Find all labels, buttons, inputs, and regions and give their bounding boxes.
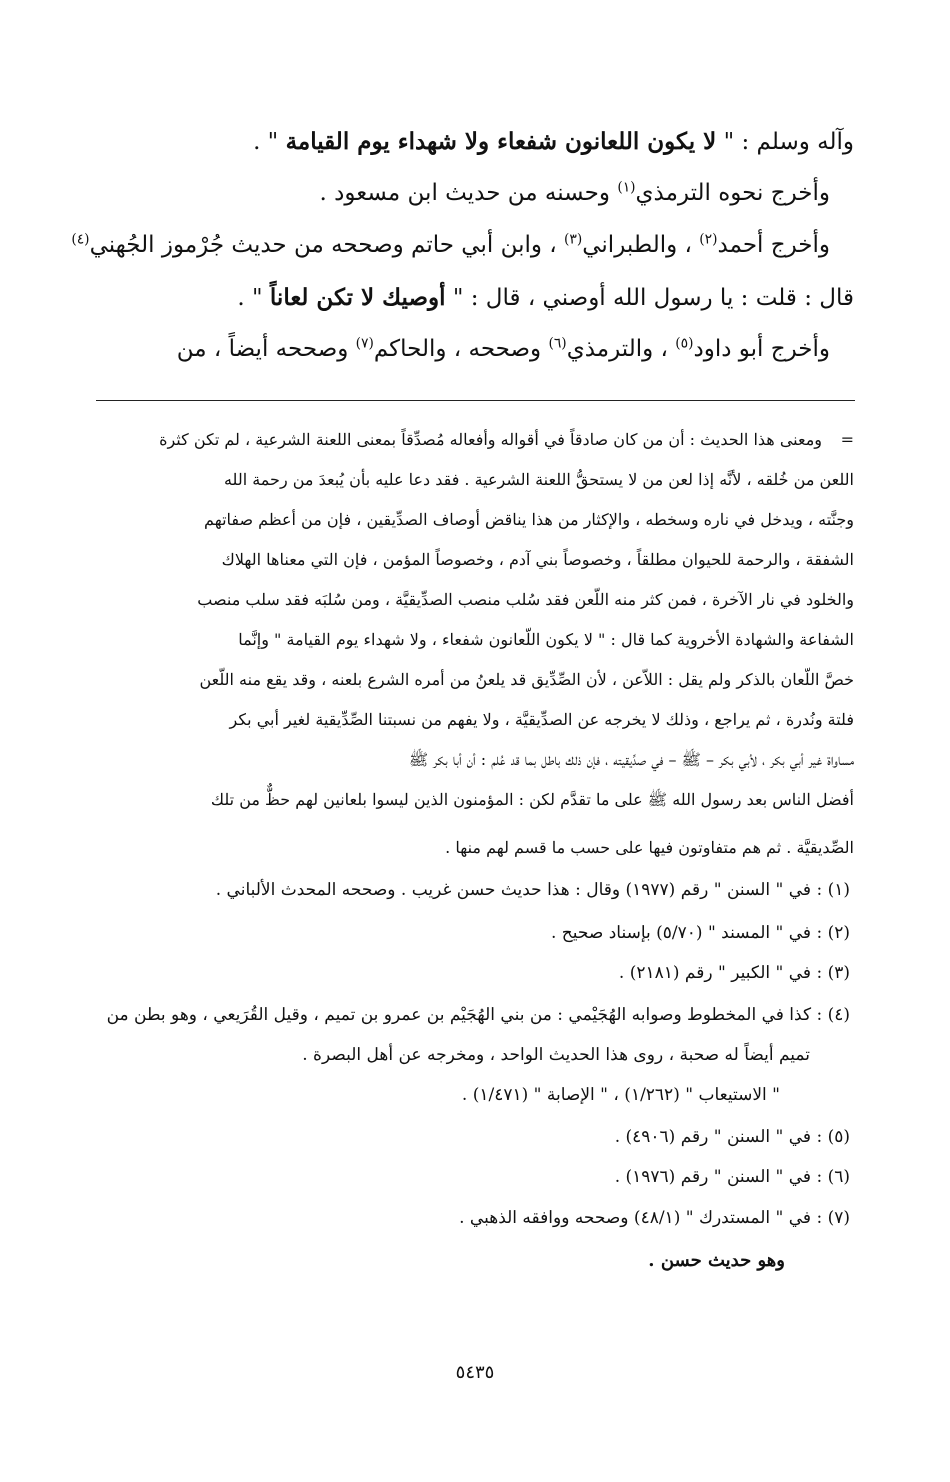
footnote-6: (٦) : في " السنن " رقم (١٩٧٦) .: [614, 1167, 850, 1187]
main-line-1: [253, 128, 854, 155]
footnote-ref: (٣): [564, 231, 583, 248]
main-text: قال : قلت : يا رسول الله أوصني ، قال : ": [445, 285, 854, 311]
footnote-1: (١) : في " السنن " رقم (١٩٧٧) وقال : هذا حديث حسن غريب . وصححه المحدث الألباني .: [215, 880, 850, 900]
main-line-3: [71, 232, 830, 258]
commentary-line: الشفقة ، والرحمة للحيوان مطلقاً ، وخصوصاً بني آدم ، وخصوصاً المؤمن ، فإن التي معناها الهلاك: [221, 550, 854, 569]
footnote-4: (٤) : كذا في المخطوط وصوابه الهُجَيْمي : من بني الهُجَيْم بن عمرو بن تميم ، وقيل القُرَيعي ، وهو بطن من: [106, 1005, 850, 1025]
main-text: وأخرج أبو داود: [693, 336, 830, 362]
footnote-2: (٢) : في " المسند " (٥/٧٠) بإسناد صحيح .: [550, 923, 850, 943]
main-text: ، وابن أبي حاتم وصححه من حديث جُرْموز الجُهني: [89, 232, 565, 258]
main-line-2: [320, 180, 830, 206]
main-text: وآله وسلم : ": [716, 129, 854, 155]
main-text: ، والطبراني: [582, 232, 700, 258]
footnote-5: (٥) : في " السنن " رقم (٤٩٠٦) .: [614, 1127, 850, 1147]
footnote-ref: (٤): [71, 231, 90, 248]
main-line-4: [237, 284, 854, 311]
main-text: وأخرج نحوه الترمذي: [635, 180, 830, 206]
footnote-divider: [96, 400, 855, 401]
commentary-line: فلتة ونُدرة ، ثم يراجع ، وذلك لا يخرجه عن الصدِّيقيَّة ، ولا يفهم من نسبتنا الصِّدِّيقية لغير أبي بكر: [229, 710, 854, 729]
hadith-quote: لا يكون اللعانون شفعاء ولا شهداء يوم القيامة: [285, 128, 717, 155]
footnote-7: (٧) : في " المستدرك " (٤٨/١) وصححه ووافقه الذهبي .: [459, 1208, 850, 1228]
footnote-ref: (٢): [699, 231, 718, 248]
main-text: وحسنه من حديث ابن مسعود .: [319, 180, 618, 206]
commentary-line: خصَّ اللّعان بالذكر ولم يقل : اللاّعن ، لأن الصِّدِّيق قد يلعنُ من أمره الشرع بلعنه ، وقد يقع منه اللّعن: [199, 670, 854, 689]
footnote-3: (٣) : في " الكبير " رقم (٢١٨١) .: [618, 963, 850, 983]
footnote-4-continued: تميم أيضاً له صحبة ، روى هذا الحديث الواحد ، ومخرجه عن أهل البصرة .: [302, 1045, 810, 1065]
footnote-4-sources: " الاستيعاب " (١/٢٦٢) ، " الإصابة " (١/٤٧١) .: [461, 1085, 780, 1105]
commentary-line: الشفاعة والشهادة الأخروية كما قال : " لا يكون اللّعانون شفعاء ، ولا شهداء يوم القيامة " وإنَّما: [238, 630, 854, 649]
hadith-quote: أوصيك لا تكن لعاناً: [269, 284, 446, 311]
footnote-ref: (١): [617, 179, 636, 196]
commentary-line: مساواة غير أبي بكر ، لأبي بكر – ﷺ – في صدِّيقيته ، فإن ذلك باطل بما قد عُلم : أن أبا بكر ﷺ: [408, 750, 854, 769]
commentary-line: الصِّديقيَّة . ثم هم متفاوتون فيها على حسب ما قسم لهم منها .: [445, 838, 854, 857]
footnote-ref: (٧): [355, 335, 374, 352]
main-text: " .: [253, 129, 286, 155]
commentary-line: اللعن من خُلقه ، لأنَّه إذا لعن من لا يستحقُّ اللعنة الشرعية . فقد دعا عليه بأن يُبعدَ من رحمة الله: [223, 470, 854, 489]
main-text: وصححه أيضاً ، من: [176, 336, 356, 362]
commentary-line: وجنَّته ، ويدخل في ناره وسخطه ، والإكثار من هذا يناقض أوصاف الصدِّيقين ، فإن من أعظم صفاتهم: [204, 510, 854, 529]
commentary-line: ومعنى هذا الحديث : أن من كان صادقاً في أقواله وأفعاله مُصدِّقاً بمعنى اللعنة الشرعية ، لم تكن كثرة: [159, 430, 822, 449]
main-text: ، والترمذي: [566, 336, 676, 362]
page-number: ٥٤٣٥: [455, 1362, 495, 1383]
continuation-marker: =: [840, 430, 854, 449]
commentary-line: والخلود في نار الآخرة ، فمن كثر منه اللّعن فقد سُلب منصب الصدِّيقيَّة ، ومن سُلبَه فقد سلب منصب: [197, 590, 854, 609]
closing-note: وهو حديث حسن .: [648, 1250, 785, 1271]
main-line-5: [177, 336, 830, 362]
footnote-ref: (٦): [548, 335, 567, 352]
main-text: وأخرج أحمد: [717, 232, 830, 258]
main-text: وصححه ، والحاكم: [373, 336, 549, 362]
footnote-ref: (٥): [675, 335, 694, 352]
commentary-line: أفضل الناس بعد رسول الله ﷺ على ما تقدَّم لكن : المؤمنون الذين ليسوا بلعانين لهم حظٌّ من تلك: [210, 790, 854, 809]
main-text: " .: [237, 285, 270, 311]
